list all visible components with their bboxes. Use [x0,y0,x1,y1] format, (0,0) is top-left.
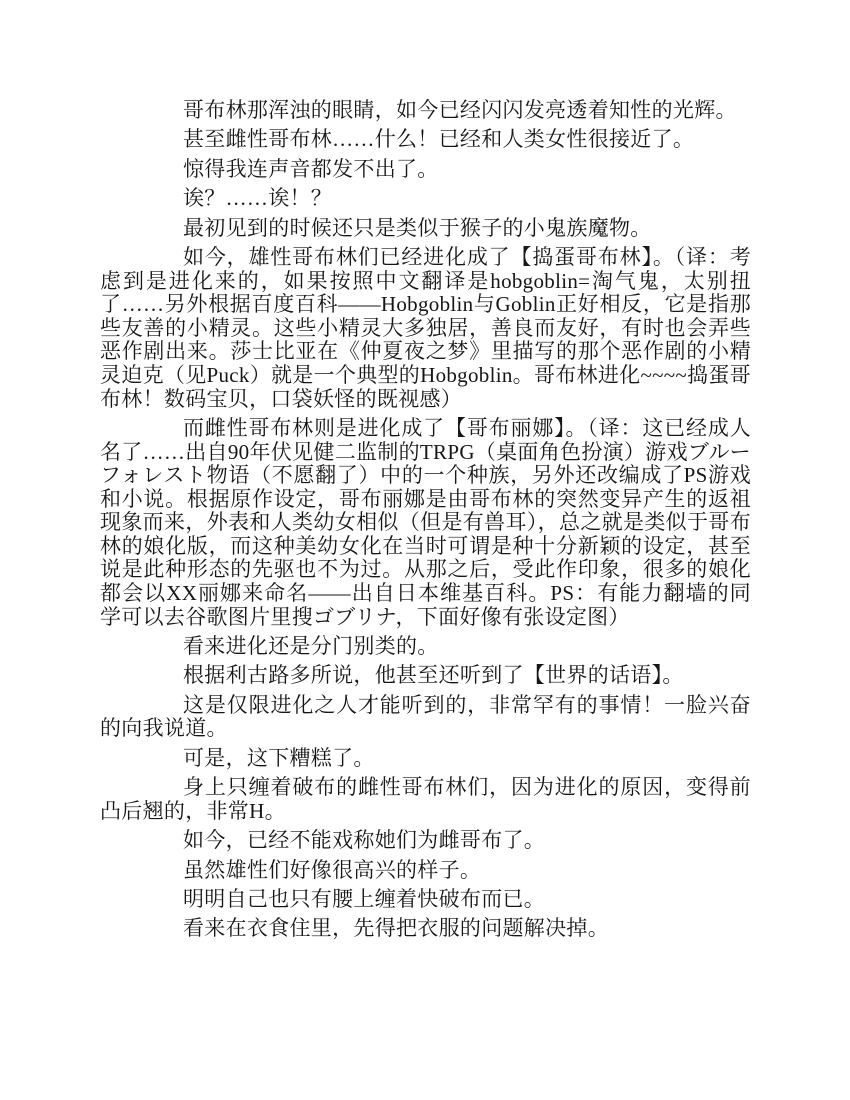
paragraph: 虽然雄性们好像很高兴的样子。 [183,857,482,882]
paragraph: 这是仅限进化之人才能听到的，非常罕有的事情！一脸兴奋的向我说道。 [100,692,751,741]
paragraph: 根据利古路多所说，他甚至还听到了【世界的话语】。 [183,663,684,688]
paragraph: 如今，已经不能戏称她们为雌哥布了。 [183,828,546,853]
paragraph: 而雌性哥布林则是进化成了【哥布丽娜】。（译：这已经成人名了……出自90年伏见健二监制的TRPG（桌面角色扮演）游戏ブルーフォレスト物语（不愿翻了）中的一个种族，另外还改编成了PS游戏和小说。根据原作设定，哥布丽娜是由哥布林的突然变异产生的返祖现象而来，外表和人类幼女相似（但是有兽耳），总之就是类似于哥布林的娘化版，而这种美幼女化在当时可谓是种十分新颖的设定，甚至说是此种形态的先驱也不为过。从那之后，受此作印象，很多的娘化都会以XX丽娜来命名——出自日本维基百科。PS：有能力翻墙的同学可以去谷歌图片里搜ゴブリナ，下面好像有张设定图） [100,415,751,629]
text-body [100,99,751,947]
paragraph: 如今，雄性哥布林们已经进化成了【捣蛋哥布林】。（译：考虑到是进化来的，如果按照中文翻译是hobgoblin=淘气鬼，太别扭了……另外根据百度百科——Hobgoblin与Goblin正好相反，它是指那些友善的小精灵。这些小精灵大多独居，善良而友好，有时也会弄些恶作剧出来。莎士比亚在《仲夏夜之梦》里描写的那个恶作剧的小精灵迫克（见Puck）就是一个典型的Hobgoblin。哥布林进化~~~~捣蛋哥布林！数码宝贝，口袋妖怪的既视感） [100,244,751,411]
paragraph: 最初见到的时候还只是类似于猴子的小鬼族魔物。 [183,215,652,240]
paragraph: 甚至雌性哥布林……什么！已经和人类女性很接近了。 [183,127,695,152]
paragraph: 看来进化还是分门别类的。 [183,634,439,659]
paragraph: 明明自己也只有腰上缠着快破布而已。 [183,886,546,911]
paragraph: 诶？……诶！？ [183,186,333,211]
paragraph: 哥布林那浑浊的眼睛，如今已经闪闪发亮透着知性的光辉。 [183,98,737,122]
paragraph: 惊得我连声音都发不出了。 [183,156,439,181]
paragraph: 身上只缠着破布的雌性哥布林们，因为进化的原因，变得前凸后翘的，非常H。 [100,775,751,823]
paragraph: 可是，这下糟糕了。 [183,745,375,770]
paragraph: 看来在衣食住里，先得把衣服的问题解决掉。 [183,916,609,941]
